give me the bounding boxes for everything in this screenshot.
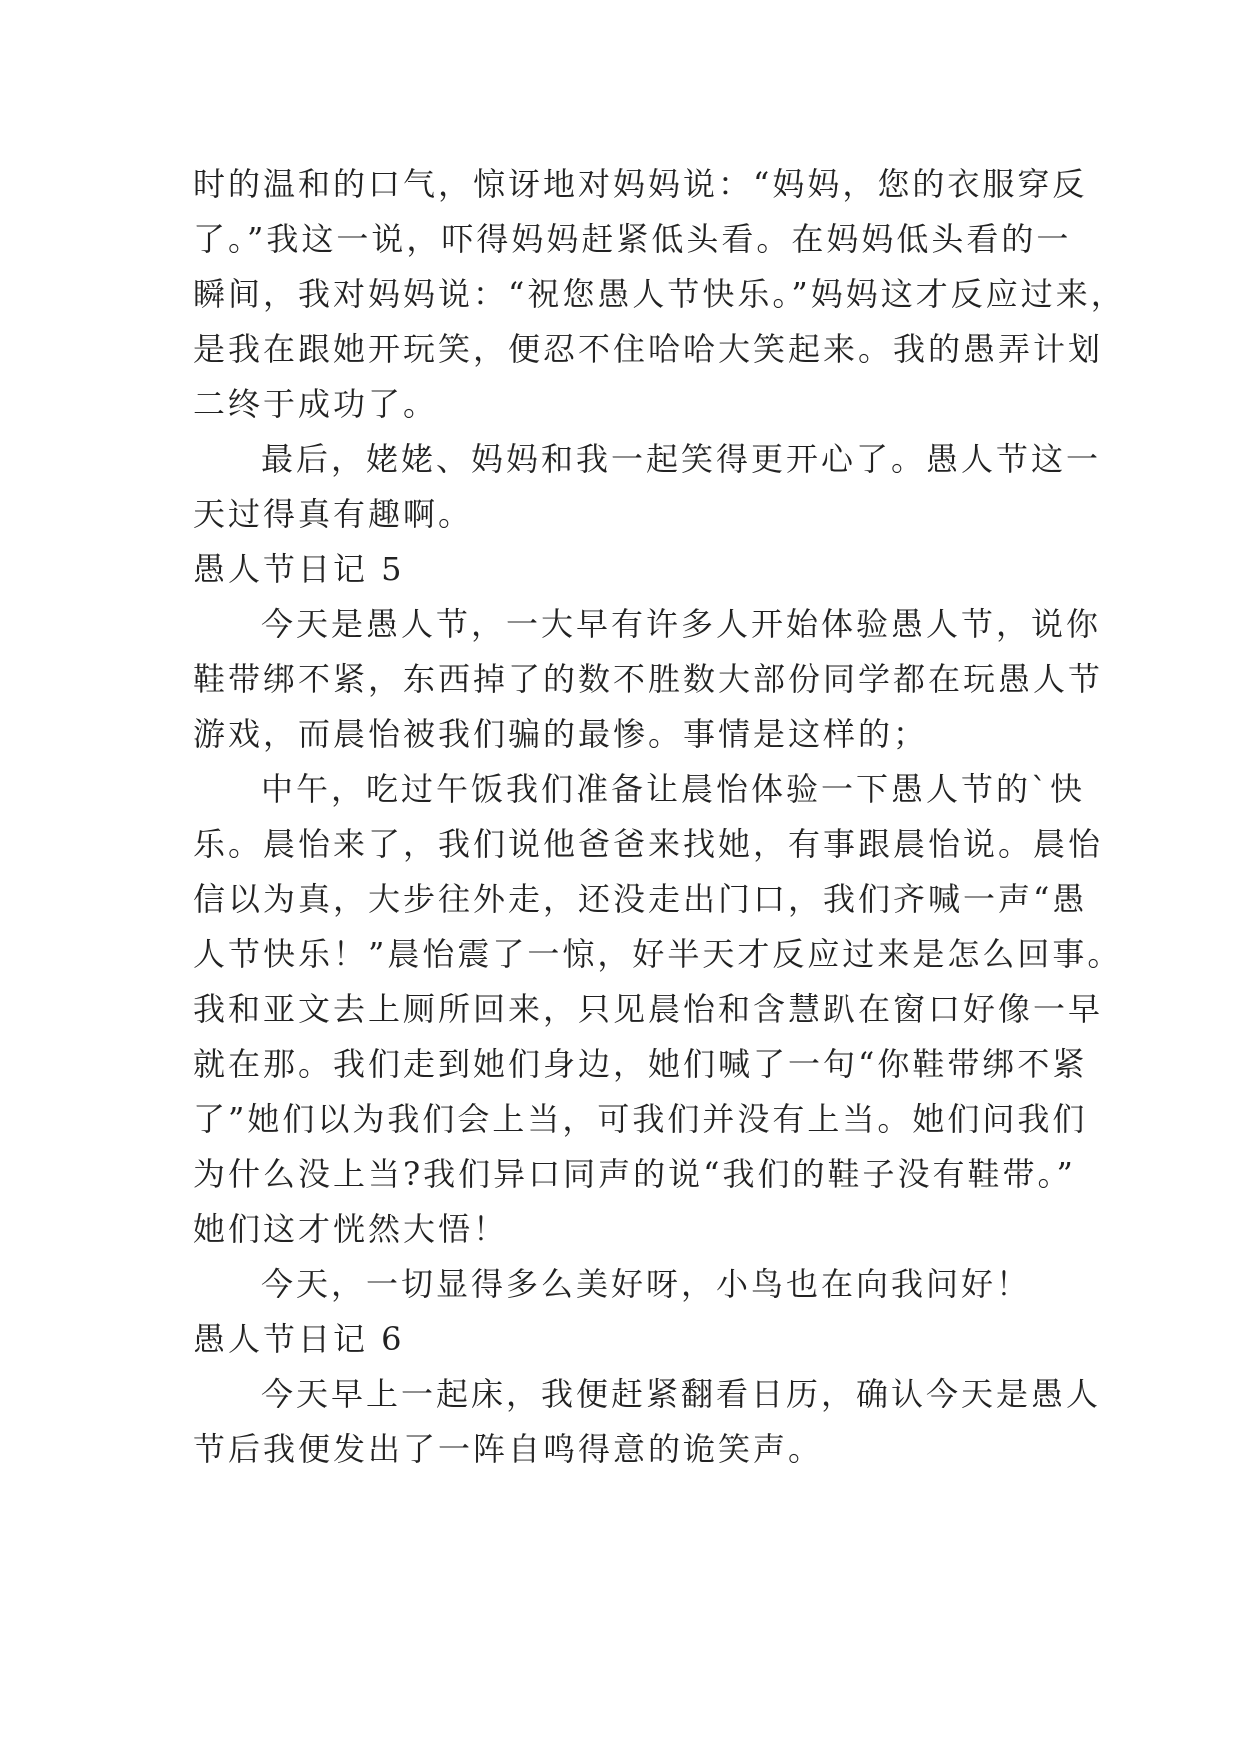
paragraph-line: 乐。晨怡来了，我们说他爸爸来找她，有事跟晨怡说。晨怡	[193, 825, 1104, 863]
paragraph-line: 了”她们以为我们会上当，可我们并没有上当。她们问我们	[193, 1100, 1088, 1138]
paragraph-line: 游戏，而晨怡被我们骗的最惨。事情是这样的；	[193, 715, 929, 753]
section-heading: 愚人节日记 5	[193, 550, 405, 588]
paragraph-line: 天过得真有趣啊。	[193, 495, 474, 533]
paragraph-line: 瞬间，我对妈妈说：“祝您愚人节快乐。”妈妈这才反应过来，	[193, 275, 1126, 313]
paragraph-line: 今天，一切显得多么美好呀，小鸟也在向我问好！	[261, 1265, 1032, 1303]
paragraph-line: 是我在跟她开玩笑，便忍不住哈哈大笑起来。我的愚弄计划	[193, 330, 1104, 368]
paragraph-line: 今天早上一起床，我便赶紧翻看日历，确认今天是愚人	[261, 1375, 1102, 1413]
paragraph-line: 最后，姥姥、妈妈和我一起笑得更开心了。愚人节这一	[261, 440, 1102, 478]
paragraph-line: 就在那。我们走到她们身边，她们喊了一句“你鞋带绑不紧	[193, 1045, 1088, 1083]
paragraph-line: 信以为真，大步往外走，还没走出门口，我们齐喊一声“愚	[193, 880, 1088, 918]
paragraph-line: 她们这才恍然大悟！	[193, 1210, 509, 1248]
paragraph-line: 人节快乐！”晨怡震了一惊，好半天才反应过来是怎么回事。	[193, 935, 1123, 973]
paragraph-line: 鞋带绑不紧，东西掉了的数不胜数大部份同学都在玩愚人节	[193, 660, 1104, 698]
document-body	[193, 157, 1126, 1477]
section-heading: 愚人节日记 6	[193, 1320, 405, 1358]
paragraph-line: 节后我便发出了一阵自鸣得意的诡笑声。	[193, 1430, 824, 1468]
paragraph-line: 二终于成功了。	[193, 385, 439, 423]
paragraph-line: 我和亚文去上厕所回来，只见晨怡和含慧趴在窗口好像一早	[193, 990, 1104, 1028]
paragraph-line: 时的温和的口气，惊讶地对妈妈说：“妈妈，您的衣服穿反	[193, 165, 1088, 203]
paragraph-line: 中午，吃过午饭我们准备让晨怡体验一下愚人节的`快	[261, 770, 1086, 808]
paragraph-line: 了。”我这一说，吓得妈妈赶紧低头看。在妈妈低头看的一	[193, 220, 1072, 258]
paragraph-line: 为什么没上当?我们异口同声的说“我们的鞋子没有鞋带。”	[193, 1155, 1076, 1193]
paragraph-line: 今天是愚人节，一大早有许多人开始体验愚人节，说你	[261, 605, 1102, 643]
